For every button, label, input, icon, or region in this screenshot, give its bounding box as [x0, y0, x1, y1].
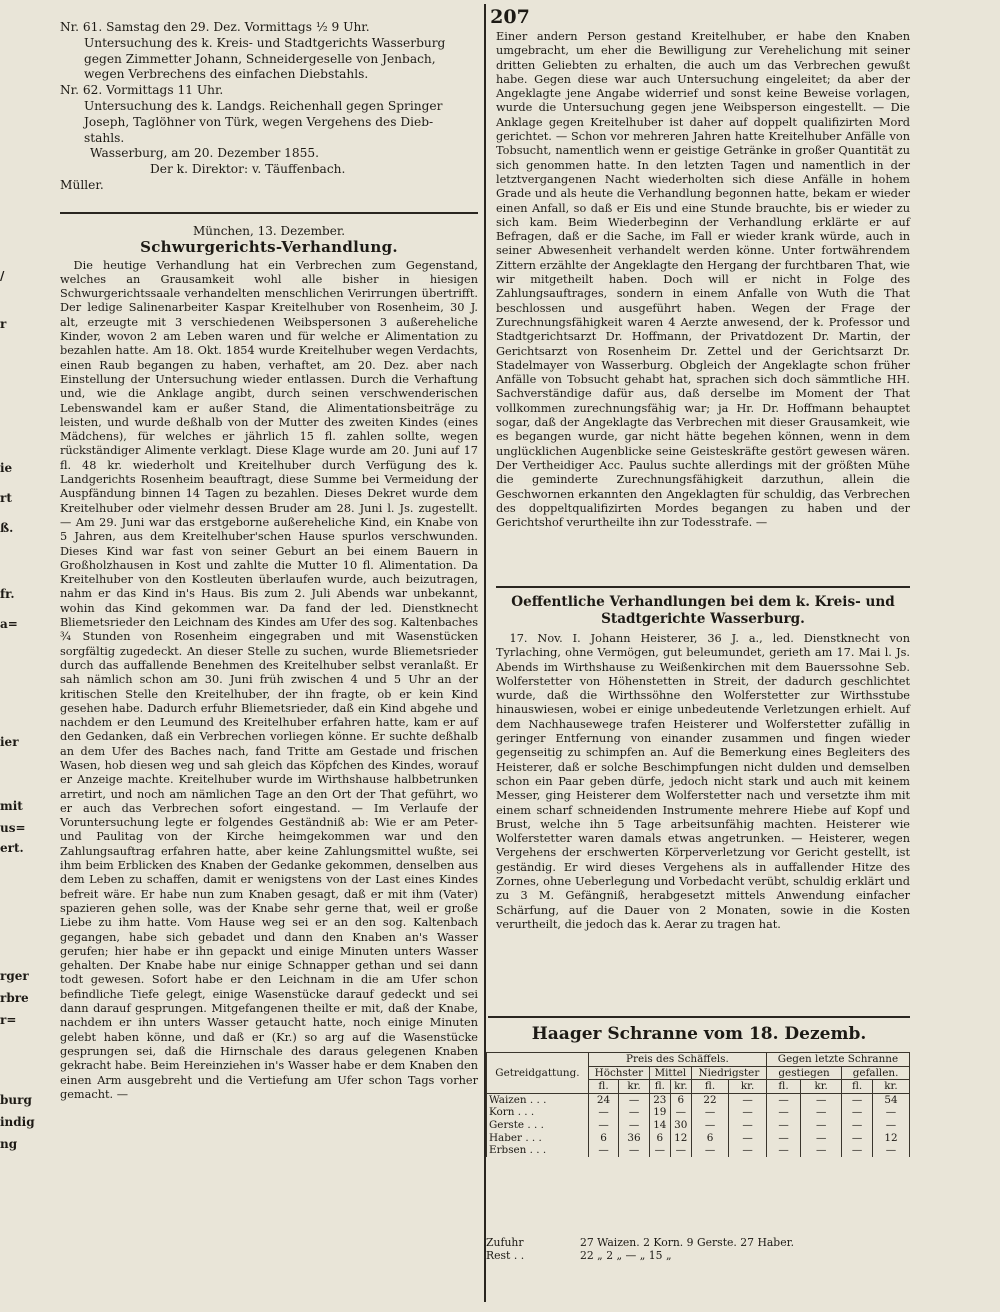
- edge-fragment: ert.: [0, 841, 24, 855]
- remainder-label: Rest . .: [486, 1249, 525, 1262]
- edge-fragment: ng: [0, 1137, 18, 1151]
- table-cell: —: [619, 1093, 650, 1106]
- table-row: [487, 1144, 910, 1157]
- edge-fragment: a=: [0, 617, 18, 631]
- table-row: [487, 1119, 910, 1132]
- table-cell: 6: [588, 1132, 618, 1145]
- court-notices: [60, 20, 478, 194]
- edge-fragment: rt: [0, 491, 12, 505]
- section-rule: [60, 212, 478, 214]
- grain-column-header: Getreidgattung.: [487, 1053, 589, 1094]
- table-cell: —: [619, 1106, 650, 1119]
- table-cell: —: [872, 1106, 909, 1119]
- table-cell: 6: [670, 1093, 691, 1106]
- table-cell: —: [670, 1144, 691, 1157]
- market-title: Haager Schranne vom 18. Dezemb.: [531, 1024, 867, 1044]
- table-cell: —: [766, 1093, 800, 1106]
- unit-kr: kr.: [670, 1080, 691, 1094]
- table-cell: 23: [649, 1093, 670, 1106]
- unit-fl: fl.: [691, 1080, 728, 1094]
- table-cell: —: [842, 1106, 873, 1119]
- table-cell: —: [729, 1132, 767, 1145]
- table-cell: —: [801, 1132, 842, 1145]
- remainder-value: 22 „ 2 „ — „ 15 „: [580, 1249, 672, 1262]
- section-title: Oeffentliche Verhandlungen bei dem k. Kreis- und Stadtgerichte Wasserburg.: [511, 594, 895, 627]
- table-row: [487, 1093, 910, 1106]
- article-paragraph: Die heutige Verhandlung hat ein Verbrechen zum Gegenstand, welches an Grausamkeit wohl alle bisher in hiesigen Schwurgerichtssaale verhandelten menschlichen Verirrungen übertrifft. Der ledige Salinenarbeiter Kaspar Kreitelhuber von Rosenheim, 30 J. alt, erzeugte mit 3 verschiedenen Weibspersonen 3 außereheliche Kinder, wovon 2 am Leben waren und für welche er Alimentation zu bezahlen hatte. Am 18. Okt. 1854 wurde Kreitelhuber wegen Verdachts, einen Raub begangen zu haben, verhaftet, am 20. Dez. aber nach Einstellung der Untersuchung wieder entlassen. Durch die Verhaftung und, wie die Anklage angibt, durch seinen verschwenderischen Lebenswandel kam er außer Stand, die Alimentationsbeiträge zu leisten, und wurde deßhalb von der Mutter des zweiten Kindes (eines Mädchens), für welches er jährlich 15 fl. zahlen sollte, wegen rückständiger Alimente verklagt. Diese Klage wurde am 20. Juni auf 17 fl. 48 kr. wiederholt und Kreitelhuber durch Verfügung des k. Landgerichts Rosenheim beauftragt, diese Summe bei Vermeidung der Auspfändung binnen 14 Tagen zu bezahlen. Dieses Dekret wurde dem Kreitelhuber oder vielmehr dessen Bruder am 28. Juni l. Js. zugestellt. — Am 29. Juni war das erstgeborne außereheliche Kind, ein Knabe von 5 Jahren, aus dem Kreitelhuber'schen Hause spurlos verschwunden. Dieses Kind war fast von seiner Geburt an bei einem Bauern in Großholzhausen in Kost und zahlte die Mutter 10 fl. Alimentation. Da Kreitelhuber von den Kostleuten überlaufen wurde, auch beizutragen, nahm er das Kind in's Haus. Bis zum 2. Juli Abends war unbekannt, wohin das Kind gekommen war. Da fand der led. Dienstknecht Bliemetsrieder den Leichnam des Kindes am Ufer des sog. Kaltenbaches ¾ Stunden von Rosenheim eingegraben und mit Wasenstücken sorgfältig zugedeckt. An dieser Stelle zu suchen, wurde Bliemetsrieder durch das auffallende Benehmen des Kreitelhuber selbst veranlaßt. Er sah nämlich schon am 30. Juni früh zwischen 4 und 5 Uhr an der kritischen Stelle den Kreitelhuber, der ihn fragte, ob er kein Kind gesehen habe. Dadurch erfuhr Bliemetsrieder, daß ein Kind abgehe und nachdem er den Leumund des Kreitelhuber erfahren hatte, kam er auf den Gedanken, daß ein Verbrechen vorliegen könne. Er suchte deßhalb an dem Ufer des Baches nach, fand Tritte am Gestade und frischen Wasen, hob diesen weg und sah gleich das Köpfchen des Kindes, worauf er Anzeige machte. Kreitelhuber wurde im Wirthshause halbbetrunken arretirt, und noch am nämlichen Tage an den Ort der That geführt, wo er auch das Verbrechen sofort eingestand. — Im Verlaufe der Voruntersuchung legte er folgendes Geständniß ab: Wie er am Peter- und Paulitag von der Kirche heimgekommen war und den Zahlungsauftrag erfahren hatte, aber keine Zahlungsmittel wußte, sei ihm beim Erblicken des Knaben der Gedanke gekommen, denselben aus dem Leben zu schaffen, damit er wenigstens von der Last eines Kindes befreit wäre. Er habe nun zum Knaben gesagt, daß er mit ihm (Vater) spazieren gehen solle, was der Knabe sehr gerne that, weil er große Liebe zu ihm hatte. Vom Hause weg sei er an den sog. Kaltenbach gegangen, habe sich gebadet und dann den Knaben an's Wasser gerufen; hier habe er ihn gepackt und einige Minuten unters Wasser gehalten. Der Knabe habe nur einige Schnapper gethan und sei dann todt gewesen. Sofort habe er den Leichnam in die am Ufer schon befindliche Tiefe gelegt, einige Wasenstücke darauf gedeckt und sei dann darauf gesprungen. Mitgefangenen theilte er mit, daß der Knabe, nachdem er ihn unters Wasser getaucht hatte, noch einige Minuten gelebt haben könne, und daß er (Kr.) so arg auf die Wasenstücke gesprungen sei, daß die Hirnschale des daraus gelegenen Knaben gekracht habe. Beim Hereinziehen in's Wasser habe er dem Knaben den einen Arm ausgebreht und die Vertiefung am Ufer schon Tags vorher gemacht. —: [60, 258, 478, 1101]
- trial-article: [60, 222, 478, 1102]
- unit-kr: kr.: [619, 1080, 650, 1094]
- table-cell: —: [729, 1119, 767, 1132]
- table-cell: —: [872, 1119, 909, 1132]
- page-number: 207: [490, 6, 530, 28]
- table-cell: 30: [670, 1119, 691, 1132]
- price-group-header: Preis des Schäffels.: [588, 1053, 766, 1067]
- edge-fragment: /: [0, 269, 5, 283]
- grain-name: Haber . . .: [487, 1132, 589, 1145]
- remainder-row: [486, 1249, 910, 1262]
- edge-fragment: fr.: [0, 587, 15, 601]
- unit-fl: fl.: [588, 1080, 618, 1094]
- unit-kr: kr.: [729, 1080, 767, 1094]
- table-cell: —: [588, 1106, 618, 1119]
- table-cell: 54: [872, 1093, 909, 1106]
- notice-line: Untersuchung des k. Landgs. Reichenhall gegen Springer: [84, 98, 443, 113]
- article-paragraph: Einer andern Person gestand Kreitelhuber, er habe den Knaben umgebracht, um eher die Bewilligung zur Verehelichung mit seiner dritten Geliebten zu erhalten, die auch um das Verbrechen gewußt habe. Gegen diese war auch Untersuchung eingeleitet; da aber der Angeklagte jene Angabe widerrief und sonst keine Beweise vorlagen, wurde die Untersuchung gegen jene Weibsperson eingestellt. — Die Anklage gegen Kreitelhuber ist daher auf doppelt qualifizirten Mord gerichtet. — Schon vor mehreren Jahren hatte Kreitelhuber Anfälle von Tobsucht, namentlich wenn er geistige Getränke in großer Quantität zu sich genommen hatte. In den letzten Tagen und namentlich in der letztvergangenen Nacht wiederholten sich diese Anfälle in hohem Grade und als heute die Verhandlung begonnen hatte, bekam er wieder einen Anfall, so daß er Eis und eine Stunde brauchte, bis er wieder zu sich kam. Beim Wiederbeginn der Verhandlung erklärte er auf Befragen, daß er die Sache, im Fall er wieder krank würde, auch in seiner Abwesenheit verhandelt werden könne. Unter fortwährendem Zittern erzählte der Angeklagte den Hergang der furchtbaren That, wie wir mitgetheilt haben. Doch will er nicht in Folge des Zahlungsauftrages, sondern in einem Anfalle von Wuth die That beschlossen und ausgeführt haben. Wegen der Frage der Zurechnungsfähigkeit waren 4 Aerzte anwesend, der k. Professor und Stadtgerichtsarzt Dr. Hoffmann, der Privatdozent Dr. Martin, der Gerichtsarzt von Rosenheim Dr. Zettel und der Gerichtsarzt Dr. Stadelmayer von Wasserburg. Obgleich der Angeklagte schon früher Anfälle von Tobsucht gehabt hat, sprachen sich doch sämmtliche HH. Sachverständige dafür aus, daß derselbe im Moment der That vollkommen zurechnungsfähig war; ja Hr. Dr. Hoffmann behauptet sogar, daß der Angeklagte das Verbrechen mit dieser Grausamkeit, wie es begangen wurde, gar nicht hätte begehen können, wenn in dem unglücklichen Augenblicke seine Geisteskräfte gestört gewesen wären. Der Vertheidiger Acc. Paulus suchte allerdings mit der größten Mühe die geminderte Zurechnungsfähigkeit darzuthun, allein die Geschwornen erkannten den Angeklagten für schuldig, das Verbrechen des doppeltqualifizirten Mordes begangen zu haben und der Gerichtshof verurtheilte ihn zur Todesstrafe. —: [496, 30, 910, 530]
- table-cell: —: [842, 1093, 873, 1106]
- supply-label: Zufuhr: [486, 1236, 524, 1249]
- table-cell: 12: [670, 1132, 691, 1145]
- table-cell: 24: [588, 1093, 618, 1106]
- table-cell: 6: [649, 1132, 670, 1145]
- lowest-header: Niedrigster: [691, 1066, 766, 1080]
- edge-fragment: rbre: [0, 991, 29, 1005]
- table-cell: —: [801, 1093, 842, 1106]
- supply-value: 27 Waizen. 2 Korn. 9 Gerste. 27 Haber.: [580, 1236, 795, 1249]
- section-rule: [488, 1016, 910, 1018]
- table-cell: —: [729, 1093, 767, 1106]
- change-group-header: Gegen letzte Schranne: [766, 1053, 909, 1067]
- table-cell: —: [729, 1106, 767, 1119]
- table-cell: —: [842, 1132, 873, 1145]
- fallen-header: gefallen.: [842, 1066, 910, 1080]
- notice-line: Nr. 61. Samstag den 29. Dez. Vormittags ½ 9 Uhr.: [60, 20, 370, 34]
- table-cell: —: [670, 1106, 691, 1119]
- table-cell: —: [766, 1106, 800, 1119]
- notice-line: Wasserburg, am 20. Dezember 1855.: [90, 146, 320, 161]
- edge-fragment: ß.: [0, 521, 14, 535]
- unit-fl: fl.: [649, 1080, 670, 1094]
- table-cell: —: [691, 1106, 728, 1119]
- notice-line: gegen Zimmetter Johann, Schneidergeselle von Jenbach,: [84, 51, 436, 66]
- notice-line: Nr. 62. Vormittags 11 Uhr.: [60, 83, 224, 98]
- table-cell: 22: [691, 1093, 728, 1106]
- table-cell: 6: [691, 1132, 728, 1145]
- hearing-paragraph: 17. Nov. I. Johann Heisterer, 36 J. a., led. Dienstknecht von Tyrlaching, ohne Vermögen, gut beleumundet, gerieth am 17. Mai l. Js. Abends im Wirthshause zu Weißenkirchen mit dem Bauerssohne Seb. Wolferstetter von Höhenstetten in Streit, der dadurch geschlichtet wurde, daß die Wirthssöhne den Wolferstetter zur Wirthsstube hinauswiesen, wobei er einige unbedeutende Verletzungen erhielt. Auf dem Nachhausewege trafen Heisterer und Wolferstetter zufällig in geringer Entfernung von einander zusammen und fingen wieder gegenseitig zu schimpfen an. Auf die Bemerkung eines Begleiters des Heisterer, daß er solche Beschimpfungen nicht dulden und demselben schon ein Paar geben dürfe, jedoch nicht stark und auch mit keinem Messer, ging Heisterer dem Wolferstetter nach und versetzte ihm mit einem scharf schneidenden Instrumente mehrere Hiebe auf Kopf und Brust, welche ihn 5 Tage arbeitsunfähig machten. Heisterer wie Wolferstetter waren damals etwas angetrunken. — Heisterer, wegen Vergehens der erschwerten Körperverletzung vor Gericht gestellt, ist geständig. Er wird dieses Vergehens als in auffallender Hitze des Zornes, ohne Ueberlegung und Vorbedacht verübt, schuldig erklärt und zu 3 M. Gefängniß, herabgesetzt mittels Anwendung einfacher Schärfung, auf die Dauer von 2 Monaten, sowie in die Kosten verurtheilt, die jedoch das k. Aerar zu tragen hat.: [496, 632, 910, 931]
- grain-name: Waizen . . .: [487, 1093, 589, 1106]
- table-cell: —: [588, 1144, 618, 1157]
- notice-line: Der k. Direktor: v. Täuffenbach.: [150, 162, 346, 177]
- table-cell: —: [842, 1119, 873, 1132]
- unit-kr: kr.: [801, 1080, 842, 1094]
- table-cell: —: [691, 1119, 728, 1132]
- table-cell: —: [801, 1144, 842, 1157]
- notice-line: wegen Verbrechens des einfachen Diebstahls.: [84, 67, 369, 82]
- table-cell: 12: [872, 1132, 909, 1145]
- notice-line: stahls.: [84, 130, 125, 145]
- risen-header: gestiegen: [766, 1066, 841, 1080]
- market-totals: [486, 1236, 910, 1262]
- table-cell: —: [588, 1119, 618, 1132]
- unit-fl: fl.: [842, 1080, 873, 1094]
- highest-header: Höchster: [588, 1066, 649, 1080]
- table-cell: 36: [619, 1132, 650, 1145]
- edge-fragment: indig: [0, 1115, 35, 1129]
- grain-name: Erbsen . . .: [487, 1144, 589, 1157]
- notice-line: Joseph, Taglöhner von Türk, wegen Vergehens des Dieb-: [84, 114, 434, 129]
- unit-kr: kr.: [872, 1080, 909, 1094]
- edge-fragment: us=: [0, 821, 26, 835]
- article-title: Schwurgerichts-Verhandlung.: [140, 238, 398, 257]
- edge-fragment: r: [0, 317, 7, 331]
- notice-line: Untersuchung des k. Kreis- und Stadtgerichts Wasserburg: [84, 35, 446, 50]
- grain-name: Korn . . .: [487, 1106, 589, 1119]
- table-cell: 14: [649, 1119, 670, 1132]
- table-cell: —: [619, 1144, 650, 1157]
- table-cell: —: [649, 1144, 670, 1157]
- table-cell: —: [842, 1144, 873, 1157]
- public-hearings: [496, 594, 910, 932]
- table-cell: —: [801, 1119, 842, 1132]
- table-cell: 19: [649, 1106, 670, 1119]
- grain-name: Gerste . . .: [487, 1119, 589, 1132]
- table-cell: —: [691, 1144, 728, 1157]
- article-dateline: München, 13. Dezember.: [192, 224, 346, 238]
- unit-fl: fl.: [766, 1080, 800, 1094]
- notice-signature: Müller.: [60, 177, 104, 192]
- table-row: [487, 1132, 910, 1145]
- edge-fragment: ier: [0, 735, 19, 749]
- edge-fragment: r=: [0, 1013, 17, 1027]
- table-cell: —: [872, 1144, 909, 1157]
- table-cell: —: [619, 1119, 650, 1132]
- table-cell: —: [729, 1144, 767, 1157]
- edge-fragment: burg: [0, 1093, 32, 1107]
- table-cell: —: [766, 1119, 800, 1132]
- table-cell: —: [766, 1144, 800, 1157]
- trial-article-continued: [496, 30, 910, 530]
- supply-row: [486, 1236, 910, 1249]
- table-row: [487, 1106, 910, 1119]
- table-cell: —: [766, 1132, 800, 1145]
- middle-header: Mittel: [649, 1066, 691, 1080]
- section-rule: [496, 586, 910, 588]
- table-cell: —: [801, 1106, 842, 1119]
- market-price-table: [486, 1052, 910, 1157]
- edge-fragment: ie: [0, 461, 13, 475]
- left-edge-fragments: [0, 269, 35, 1220]
- edge-fragment: mit: [0, 799, 23, 813]
- edge-fragment: rger: [0, 969, 29, 983]
